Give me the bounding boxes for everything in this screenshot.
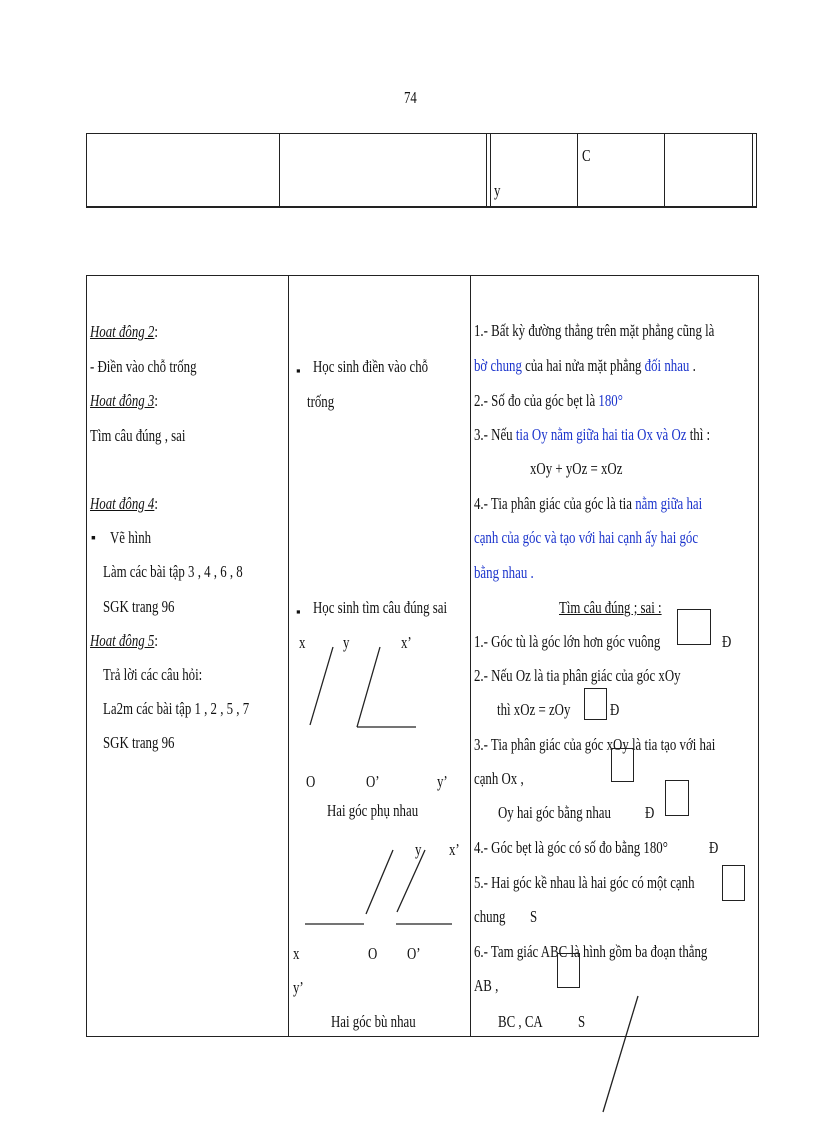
question-6-cont2: BC , CA [498, 1012, 543, 1031]
students-bullet-1-cont: trống [307, 392, 335, 411]
bullet-icon: ▪ [296, 604, 301, 619]
fig2-ray-xp [397, 850, 425, 912]
students-bullet-2: Học sinh tìm câu đúng sai [313, 598, 448, 617]
activity-4-title: Hoat đông 4 [90, 494, 155, 513]
question-6-cont: AB , [474, 976, 499, 995]
fig1-ray-x [310, 647, 333, 725]
activity-4-bullet: Vẽ hình [110, 528, 152, 547]
fig1-label-yp: y’ [437, 772, 448, 791]
question-4-answer: Đ [709, 838, 719, 857]
answer-nam-giua: nằm giữa hai [635, 494, 703, 513]
page-number: 74 [404, 88, 417, 107]
activity-3-title: Hoat đông 3 [90, 391, 155, 410]
true-false-heading: Tìm câu đúng ; sai : [559, 598, 662, 617]
statement-1-cont: bờ chung của hai nửa mặt phẳng đối nhau . [474, 356, 696, 375]
students-bullet-1: Học sinh điền vào chỗ [313, 357, 429, 376]
fig1-label-xp: x’ [401, 633, 412, 652]
activity-5-line3: SGK trang 96 [103, 733, 175, 752]
stray-line [603, 996, 638, 1112]
answer-180: 180° [598, 391, 623, 410]
question-3-answer: Đ [645, 803, 655, 822]
answer-doi-nhau: đối nhau [644, 356, 690, 375]
question-3: 3.- Tia phân giác của góc xOy là tia tạo với hai [474, 735, 716, 754]
activity-2-title: Hoat đông 2 [90, 322, 155, 341]
question-3-cont2: Oy hai góc bằng nhau [498, 803, 611, 822]
question-2: 2.- Nếu Oz là tia phân giác của góc xOy [474, 666, 681, 685]
statement-2: 2.- Số đo của góc bẹt là 180° [474, 391, 623, 410]
answer-box-6[interactable] [557, 953, 580, 988]
question-1: 1.- Góc tù là góc lớn hơn góc vuông [474, 632, 661, 651]
bullet-icon: ▪ [91, 531, 96, 546]
statement-4-cont: cạnh của góc và tạo với hai cạnh ấy hai góc [474, 528, 699, 547]
statement-4-end: bằng nhau . [474, 563, 534, 582]
activity-4-line3: SGK trang 96 [103, 597, 175, 616]
question-5: 5.- Hai góc kề nhau là hai góc có một cạnh [474, 873, 695, 892]
bullet-icon: ▪ [296, 363, 301, 378]
top-cell-c: C [582, 146, 591, 165]
fig1-label-op: O’ [366, 772, 380, 791]
question-6: 6.- Tam giác ABC là hình gồm ba đoạn thẳng [474, 942, 708, 961]
activity-5-title: Hoat đông 5 [90, 631, 155, 650]
answer-box-2[interactable] [584, 688, 607, 720]
fig2-caption: Hai góc bù nhau [331, 1012, 416, 1031]
answer-box-3[interactable] [611, 748, 634, 782]
question-6-answer: S [578, 1012, 586, 1031]
answer-tia-oy: tia Oy nằm giữa hai tia Ox và Oz [515, 425, 687, 444]
top-cell-y: y [494, 181, 501, 200]
fig2-label-op: O’ [407, 944, 421, 963]
activity-4-line2: Làm các bài tập 3 , 4 , 6 , 8 [103, 562, 243, 581]
answer-box-1[interactable] [677, 609, 711, 645]
question-2-cont: thì xOz = zOy [497, 700, 571, 719]
activity-3-task: Tìm câu đúng , sai [90, 426, 186, 445]
question-3-cont: cạnh Ox , [474, 769, 524, 788]
fig1-ray-y [357, 647, 380, 727]
fig2-label-y: y [415, 840, 422, 859]
question-5-cont: chung [474, 907, 506, 926]
statement-4: 4.- Tia phân giác của góc là tia nằm giữa hai [474, 494, 703, 513]
answer-bo-chung: bờ chung [474, 356, 522, 375]
fig1-label-y: y [343, 633, 350, 652]
fig2-label-yp: y’ [293, 978, 304, 997]
statement-3-equation: xOy + yOz = xOz [530, 459, 623, 478]
fig2-ray-y [366, 850, 393, 914]
question-1-answer: Đ [722, 632, 732, 651]
statement-1: 1.- Bất kỳ đường thẳng trên mặt phẳng cũng là [474, 321, 715, 340]
activity-5-line2: La2m các bài tập 1 , 2 , 5 , 7 [103, 699, 250, 718]
fig1-caption: Hai góc phụ nhau [327, 801, 419, 820]
fig1-label-x: x [299, 633, 306, 652]
question-2-answer: Đ [610, 700, 620, 719]
statement-3: 3.- Nếu tia Oy nằm giữa hai tia Ox và Oz thì : [474, 425, 711, 444]
fig2-label-o: O [368, 944, 378, 963]
question-4: 4.- Góc bẹt là góc có số đo bằng 180° [474, 838, 668, 857]
activity-2-task: - Điền vào chỗ trống [90, 357, 197, 376]
fig2-label-x: x [293, 944, 300, 963]
activity-5-line1: Trả lời các câu hỏi: [103, 665, 203, 684]
fig1-label-o: O [306, 772, 316, 791]
question-5-answer: S [530, 907, 538, 926]
fig2-label-xp: x’ [449, 840, 460, 859]
answer-box-3b[interactable] [665, 780, 689, 816]
answer-box-5[interactable] [722, 865, 745, 901]
